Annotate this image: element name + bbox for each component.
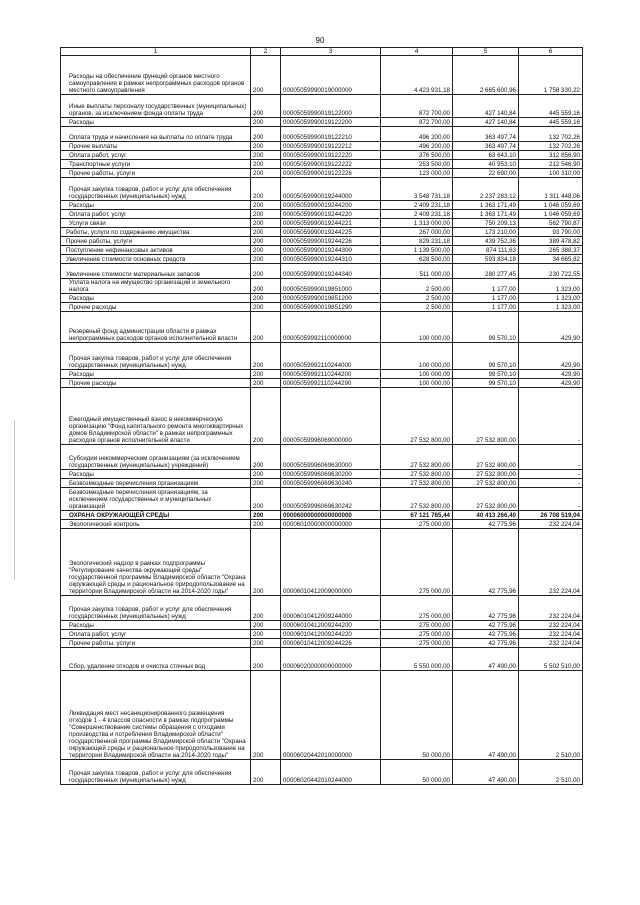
row-unexecuted-amount-cell: 562 790,87 — [519, 219, 583, 228]
row-code-cell: 200 — [251, 648, 281, 671]
table-header-row — [61, 48, 583, 56]
row-approved-amount-cell: 275 000,00 — [381, 630, 453, 639]
row-classification-code-cell: 00005059996069630200 — [281, 470, 381, 479]
table-row — [61, 596, 583, 621]
row-executed-amount-cell: 27 532 800,00 — [453, 445, 519, 470]
row-name-cell: Оплата работ, услуг — [61, 151, 251, 160]
row-code-cell: 200 — [251, 596, 281, 621]
row-code-cell: 200 — [251, 520, 281, 529]
row-classification-code-cell: 00005059990019244310 — [281, 255, 381, 264]
scan-edge-mark — [14, 420, 15, 580]
row-code-cell: 200 — [251, 388, 281, 445]
row-approved-amount-cell: 1 139 500,00 — [381, 246, 453, 255]
row-classification-code-cell: 00005059990019122210 — [281, 127, 381, 142]
row-executed-amount-cell: 1 363 171,49 — [453, 201, 519, 210]
table-row — [61, 379, 583, 388]
row-unexecuted-amount-cell: 232 224,04 — [519, 596, 583, 621]
row-executed-amount-cell: 439 752,36 — [453, 237, 519, 246]
row-unexecuted-amount-cell: 132 702,26 — [519, 142, 583, 151]
row-approved-amount-cell: 275 000,00 — [381, 621, 453, 630]
row-code-cell: 200 — [251, 639, 281, 648]
row-classification-code-cell: 00006010412009244220 — [281, 630, 381, 639]
row-approved-amount-cell: 1 313 000,00 — [381, 219, 453, 228]
row-classification-code-cell: 00005059990019244200 — [281, 201, 381, 210]
row-name-cell: Прочая закупка товаров, работ и услуг для обеспечения государственных (муниципальных) нужд — [61, 760, 251, 785]
row-name-cell: Услуги связи — [61, 219, 251, 228]
row-name-cell: Оплата работ, услуг — [61, 210, 251, 219]
table-row — [61, 479, 583, 488]
row-classification-code-cell: 00005059990019244225 — [281, 228, 381, 237]
row-unexecuted-amount-cell: 1 046 059,69 — [519, 201, 583, 210]
row-unexecuted-amount-cell: 445 559,16 — [519, 95, 583, 118]
row-executed-amount-cell: 874 111,63 — [453, 246, 519, 255]
row-executed-amount-cell: 27 532 800,00 — [453, 488, 519, 511]
row-unexecuted-amount-cell: - — [519, 388, 583, 445]
row-approved-amount-cell: 2 500,00 — [381, 303, 453, 312]
row-code-cell: 200 — [251, 279, 281, 294]
row-unexecuted-amount-cell: 429,90 — [519, 379, 583, 388]
row-approved-amount-cell: 628 500,00 — [381, 255, 453, 264]
row-unexecuted-amount-cell: - — [519, 479, 583, 488]
row-unexecuted-amount-cell: 232 224,04 — [519, 520, 583, 529]
row-executed-amount-cell: 42 775,96 — [453, 520, 519, 529]
row-code-cell: 200 — [251, 127, 281, 142]
row-code-cell: 200 — [251, 246, 281, 255]
row-unexecuted-amount-cell: 1 046 059,69 — [519, 210, 583, 219]
row-code-cell: 200 — [251, 56, 281, 95]
row-code-cell: 200 — [251, 621, 281, 630]
row-name-cell: Расходы — [61, 294, 251, 303]
row-unexecuted-amount-cell: 445 559,16 — [519, 118, 583, 127]
row-classification-code-cell: 00005059996069630000 — [281, 445, 381, 470]
row-approved-amount-cell: 4 423 931,18 — [381, 56, 453, 95]
row-executed-amount-cell: 363 497,74 — [453, 142, 519, 151]
row-code-cell: 200 — [251, 95, 281, 118]
row-classification-code-cell: 00005059990019244220 — [281, 210, 381, 219]
row-name-cell: Сбор, удаление отходов и очистка сточных вод — [61, 648, 251, 671]
row-approved-amount-cell: 27 532 800,00 — [381, 445, 453, 470]
row-unexecuted-amount-cell: 232 224,04 — [519, 639, 583, 648]
row-classification-code-cell: 00005059990019000000 — [281, 56, 381, 95]
row-code-cell: 200 — [251, 529, 281, 596]
row-unexecuted-amount-cell: 389 478,82 — [519, 237, 583, 246]
row-executed-amount-cell: 27 532 800,00 — [453, 388, 519, 445]
row-name-cell: Поступление нефинансовых активов — [61, 246, 251, 255]
row-name-cell: ОХРАНА ОКРУЖАЮЩЕЙ СРЕДЫ — [61, 511, 251, 520]
row-name-cell: Прочие расходы — [61, 303, 251, 312]
row-code-cell: 200 — [251, 479, 281, 488]
row-code-cell: 200 — [251, 219, 281, 228]
table-row — [61, 279, 583, 294]
table-row — [61, 630, 583, 639]
row-name-cell: Ликвидация мест несанкционированного размещения отходов 1 - 4 классов опасности в рамках подпрограммы "Совершенствование системы обращения с отходами производства и потребления Владимирской области" государственной программы Владимирской области "Охрана окружающей среды и рациональное природопользование на территории Владимирской области на 2014-2020 годы" — [61, 671, 251, 760]
row-unexecuted-amount-cell: 100 310,00 — [519, 169, 583, 178]
row-name-cell: Прочие выплаты — [61, 142, 251, 151]
row-name-cell: Увеличение стоимости материальных запасов — [61, 264, 251, 279]
row-name-cell: Прочие работы, услуги — [61, 169, 251, 178]
row-executed-amount-cell: 2 237 283,12 — [453, 178, 519, 201]
table-row — [61, 56, 583, 95]
row-executed-amount-cell: 363 497,74 — [453, 127, 519, 142]
row-classification-code-cell: 00005059992110244000 — [281, 343, 381, 370]
row-executed-amount-cell: 99 570,10 — [453, 370, 519, 379]
table-row — [61, 118, 583, 127]
row-code-cell: 200 — [251, 630, 281, 639]
row-code-cell: 200 — [251, 445, 281, 470]
row-name-cell: Транспортные услуги — [61, 160, 251, 169]
row-unexecuted-amount-cell: 34 665,82 — [519, 255, 583, 264]
row-executed-amount-cell: 47 490,00 — [453, 671, 519, 760]
row-classification-code-cell: 00006010412009244200 — [281, 621, 381, 630]
row-name-cell: Расходы — [61, 470, 251, 479]
row-classification-code-cell: 00005059992110000000 — [281, 312, 381, 343]
row-classification-code-cell: 00006010412009244000 — [281, 596, 381, 621]
row-code-cell: 200 — [251, 303, 281, 312]
row-approved-amount-cell: 5 550 000,00 — [381, 648, 453, 671]
row-approved-amount-cell: 275 000,00 — [381, 596, 453, 621]
table-row — [61, 264, 583, 279]
row-approved-amount-cell: 50 000,00 — [381, 760, 453, 785]
row-code-cell: 200 — [251, 294, 281, 303]
row-executed-amount-cell: 42 775,96 — [453, 596, 519, 621]
row-classification-code-cell: 00005059996069000000 — [281, 388, 381, 445]
table-row — [61, 312, 583, 343]
column-header: 5 — [453, 48, 519, 56]
row-code-cell: 200 — [251, 237, 281, 246]
row-approved-amount-cell: 872 700,00 — [381, 95, 453, 118]
row-classification-code-cell: 00005059990019244226 — [281, 237, 381, 246]
row-approved-amount-cell: 275 000,00 — [381, 639, 453, 648]
row-name-cell: Прочая закупка товаров, работ и услуг для обеспечения государственных (муниципальных) нужд — [61, 596, 251, 621]
table-row — [61, 639, 583, 648]
row-code-cell: 200 — [251, 142, 281, 151]
row-approved-amount-cell: 376 500,00 — [381, 151, 453, 160]
row-approved-amount-cell: 27 532 800,00 — [381, 470, 453, 479]
row-classification-code-cell: 00006010412009244226 — [281, 639, 381, 648]
row-executed-amount-cell: 63 643,10 — [453, 151, 519, 160]
row-executed-amount-cell: 40 953,10 — [453, 160, 519, 169]
row-code-cell: 200 — [251, 312, 281, 343]
row-name-cell: Расходы — [61, 201, 251, 210]
table-row — [61, 671, 583, 760]
row-unexecuted-amount-cell: 1 323,00 — [519, 279, 583, 294]
row-classification-code-cell: 00006000000000000000 — [281, 511, 381, 520]
row-classification-code-cell: 00005059990019244300 — [281, 246, 381, 255]
row-classification-code-cell: 00005059990019122000 — [281, 95, 381, 118]
row-unexecuted-amount-cell: 429,90 — [519, 370, 583, 379]
row-code-cell: 200 — [251, 151, 281, 160]
row-name-cell: Расходы — [61, 118, 251, 127]
row-executed-amount-cell: 47 490,00 — [453, 648, 519, 671]
budget-execution-table — [60, 47, 583, 785]
row-approved-amount-cell: 253 500,00 — [381, 160, 453, 169]
row-code-cell: 200 — [251, 255, 281, 264]
row-name-cell: Иные выплаты персоналу государственных (муниципальных) органов, за исключением фонда оплаты труда — [61, 95, 251, 118]
column-header: 3 — [281, 48, 381, 56]
row-approved-amount-cell: 496 200,00 — [381, 127, 453, 142]
row-classification-code-cell: 00005059996069630240 — [281, 479, 381, 488]
row-unexecuted-amount-cell: 212 546,90 — [519, 160, 583, 169]
row-unexecuted-amount-cell: 1 758 330,22 — [519, 56, 583, 95]
row-code-cell: 200 — [251, 760, 281, 785]
row-name-cell: Субсидии некоммерческим организациям (за исключением государственных (муниципальных) учреждений) — [61, 445, 251, 470]
row-unexecuted-amount-cell: 26 708 519,04 — [519, 511, 583, 520]
row-approved-amount-cell: 829 231,18 — [381, 237, 453, 246]
row-classification-code-cell: 00005059996069630242 — [281, 488, 381, 511]
row-executed-amount-cell: 99 570,10 — [453, 312, 519, 343]
column-header: 1 — [61, 48, 251, 56]
row-executed-amount-cell: 47 490,00 — [453, 760, 519, 785]
row-name-cell: Резервный фонд администрации области в рамках непрограммных расходов органов исполнительной власти — [61, 312, 251, 343]
row-classification-code-cell: 00006020442010244000 — [281, 760, 381, 785]
row-executed-amount-cell: 427 140,84 — [453, 118, 519, 127]
row-unexecuted-amount-cell: 2 510,00 — [519, 671, 583, 760]
row-name-cell: Безвозмездные перечисления организациям, за исключением государственных и муниципальных организаций — [61, 488, 251, 511]
row-executed-amount-cell: 42 775,96 — [453, 639, 519, 648]
row-approved-amount-cell: 123 000,00 — [381, 169, 453, 178]
row-approved-amount-cell: 50 000,00 — [381, 671, 453, 760]
row-unexecuted-amount-cell: - — [519, 470, 583, 479]
row-name-cell: Оплата труда и начисления на выплаты по оплате труда — [61, 127, 251, 142]
row-name-cell: Оплата работ, услуг — [61, 630, 251, 639]
row-approved-amount-cell: 100 000,00 — [381, 343, 453, 370]
row-name-cell: Расходы — [61, 370, 251, 379]
row-code-cell: 200 — [251, 169, 281, 178]
row-code-cell: 200 — [251, 118, 281, 127]
table-row — [61, 529, 583, 596]
row-code-cell: 200 — [251, 511, 281, 520]
row-approved-amount-cell: 2 500,00 — [381, 279, 453, 294]
row-unexecuted-amount-cell: - — [519, 488, 583, 511]
table-row — [61, 237, 583, 246]
row-classification-code-cell: 00005059990019244000 — [281, 178, 381, 201]
row-executed-amount-cell: 99 570,10 — [453, 379, 519, 388]
row-unexecuted-amount-cell: 1 323,00 — [519, 294, 583, 303]
column-header: 4 — [381, 48, 453, 56]
table-row — [61, 210, 583, 219]
table-row — [61, 343, 583, 370]
row-name-cell: Расходы — [61, 621, 251, 630]
row-approved-amount-cell: 2 500,00 — [381, 294, 453, 303]
row-classification-code-cell: 00005059990019122226 — [281, 169, 381, 178]
table-row — [61, 648, 583, 671]
row-executed-amount-cell: 1 177,00 — [453, 294, 519, 303]
row-name-cell: Прочие работы, услуги — [61, 237, 251, 246]
row-executed-amount-cell: 40 413 266,40 — [453, 511, 519, 520]
row-approved-amount-cell: 872 700,00 — [381, 118, 453, 127]
row-classification-code-cell: 00005059990019122220 — [281, 151, 381, 160]
row-executed-amount-cell: 42 775,96 — [453, 529, 519, 596]
row-classification-code-cell: 00006010000000000000 — [281, 520, 381, 529]
row-classification-code-cell: 00005059992110244290 — [281, 379, 381, 388]
row-name-cell: Увеличение стоимости основных средств — [61, 255, 251, 264]
row-name-cell: Прочие работы, услуги — [61, 639, 251, 648]
row-unexecuted-amount-cell: 93 790,00 — [519, 228, 583, 237]
row-approved-amount-cell: 275 000,00 — [381, 529, 453, 596]
row-code-cell: 200 — [251, 379, 281, 388]
row-unexecuted-amount-cell: 312 856,90 — [519, 151, 583, 160]
row-classification-code-cell: 00005059990019244340 — [281, 264, 381, 279]
row-name-cell: Прочая закупка товаров, работ и услуг для обеспечения государственных (муниципальных) нужд — [61, 178, 251, 201]
row-approved-amount-cell: 27 532 800,00 — [381, 388, 453, 445]
row-code-cell: 200 — [251, 160, 281, 169]
table-row — [61, 294, 583, 303]
row-classification-code-cell: 00005059992110244200 — [281, 370, 381, 379]
row-code-cell: 200 — [251, 210, 281, 219]
row-name-cell: Уплата налога на имущество организаций и земельного налога — [61, 279, 251, 294]
row-approved-amount-cell: 267 000,00 — [381, 228, 453, 237]
row-approved-amount-cell: 27 532 800,00 — [381, 488, 453, 511]
table-row — [61, 621, 583, 630]
row-classification-code-cell: 00006020000000000000 — [281, 648, 381, 671]
column-header: 6 — [519, 48, 583, 56]
table-row — [61, 142, 583, 151]
row-executed-amount-cell: 750 209,13 — [453, 219, 519, 228]
row-unexecuted-amount-cell: 5 502 510,00 — [519, 648, 583, 671]
row-executed-amount-cell: 280 277,45 — [453, 264, 519, 279]
row-unexecuted-amount-cell: 132 702,26 — [519, 127, 583, 142]
row-approved-amount-cell: 67 121 785,44 — [381, 511, 453, 520]
column-header: 2 — [251, 48, 281, 56]
row-classification-code-cell: 00005059990019122212 — [281, 142, 381, 151]
row-executed-amount-cell: 427 140,84 — [453, 95, 519, 118]
row-code-cell: 200 — [251, 264, 281, 279]
row-name-cell: Безвозмездные перечисления организациям — [61, 479, 251, 488]
row-approved-amount-cell: 27 532 800,00 — [381, 479, 453, 488]
table-row — [61, 370, 583, 379]
row-executed-amount-cell: 99 570,10 — [453, 343, 519, 370]
page-number: 90 — [315, 36, 325, 45]
row-approved-amount-cell: 2 409 231,18 — [381, 210, 453, 219]
row-unexecuted-amount-cell: 265 388,37 — [519, 246, 583, 255]
row-unexecuted-amount-cell: 232 224,04 — [519, 621, 583, 630]
table-row — [61, 388, 583, 445]
row-name-cell: Экологический надзор в рамках подпрограммы "Регулирование качества окружающей среды" государственной программы Владимирской области "Охрана окружающей среды и рациональное природопользование на территории Владимирской области на 2014-2020 годы" — [61, 529, 251, 596]
row-name-cell: Прочая закупка товаров, работ и услуг для обеспечения государственных (муниципальных) нужд — [61, 343, 251, 370]
row-name-cell: Ежегодный имущественный взнос в некоммерческую организацию "Фонд капитального ремонта многоквартирных домов Владимирской области" в рамках непрограммных расходов органов исполнительной власти — [61, 388, 251, 445]
row-code-cell: 200 — [251, 343, 281, 370]
row-executed-amount-cell: 1 177,00 — [453, 303, 519, 312]
table-row — [61, 445, 583, 470]
row-unexecuted-amount-cell: 429,90 — [519, 312, 583, 343]
row-classification-code-cell: 00005059990019851290 — [281, 303, 381, 312]
table-row — [61, 178, 583, 201]
table-row — [61, 520, 583, 529]
row-executed-amount-cell: 27 532 800,00 — [453, 470, 519, 479]
row-classification-code-cell: 00006010412009000000 — [281, 529, 381, 596]
row-unexecuted-amount-cell: 230 722,55 — [519, 264, 583, 279]
row-classification-code-cell: 00005059990019122222 — [281, 160, 381, 169]
row-approved-amount-cell: 275 000,00 — [381, 520, 453, 529]
table-row — [61, 303, 583, 312]
row-code-cell: 200 — [251, 178, 281, 201]
row-executed-amount-cell: 2 665 600,96 — [453, 56, 519, 95]
table-row — [61, 127, 583, 142]
row-code-cell: 200 — [251, 470, 281, 479]
table-row — [61, 488, 583, 511]
row-name-cell: Прочие расходы — [61, 379, 251, 388]
table-row — [61, 470, 583, 479]
row-executed-amount-cell: 1 177,00 — [453, 279, 519, 294]
row-unexecuted-amount-cell: - — [519, 445, 583, 470]
row-classification-code-cell: 00006020442010000000 — [281, 671, 381, 760]
row-unexecuted-amount-cell: 1 311 448,06 — [519, 178, 583, 201]
table-row — [61, 151, 583, 160]
row-name-cell: Работы, услуги по содержанию имущества — [61, 228, 251, 237]
table-row — [61, 160, 583, 169]
row-executed-amount-cell: 22 690,00 — [453, 169, 519, 178]
table-row — [61, 95, 583, 118]
table-row — [61, 169, 583, 178]
table-row — [61, 511, 583, 520]
table-row — [61, 219, 583, 228]
row-unexecuted-amount-cell: 429,90 — [519, 343, 583, 370]
row-unexecuted-amount-cell: 2 510,00 — [519, 760, 583, 785]
row-code-cell: 200 — [251, 201, 281, 210]
row-executed-amount-cell: 42 775,96 — [453, 621, 519, 630]
row-name-cell: Экологический контроль — [61, 520, 251, 529]
row-unexecuted-amount-cell: 232 224,04 — [519, 630, 583, 639]
row-approved-amount-cell: 511 000,00 — [381, 264, 453, 279]
row-executed-amount-cell: 1 363 171,49 — [453, 210, 519, 219]
row-classification-code-cell: 00005059990019122200 — [281, 118, 381, 127]
row-code-cell: 200 — [251, 370, 281, 379]
row-classification-code-cell: 00005059990019851200 — [281, 294, 381, 303]
row-approved-amount-cell: 3 548 731,18 — [381, 178, 453, 201]
row-executed-amount-cell: 42 775,96 — [453, 630, 519, 639]
row-executed-amount-cell: 27 532 800,00 — [453, 479, 519, 488]
row-code-cell: 200 — [251, 488, 281, 511]
table-row — [61, 201, 583, 210]
row-executed-amount-cell: 173 210,00 — [453, 228, 519, 237]
row-code-cell: 200 — [251, 671, 281, 760]
row-name-cell: Расходы на обеспечение функций органов местного самоуправления в рамках непрограммных расходов органов местного самоуправления — [61, 56, 251, 95]
table-row — [61, 228, 583, 237]
row-approved-amount-cell: 100 000,00 — [381, 312, 453, 343]
row-approved-amount-cell: 100 000,00 — [381, 370, 453, 379]
row-classification-code-cell: 00005059990019244221 — [281, 219, 381, 228]
table-row — [61, 760, 583, 785]
row-unexecuted-amount-cell: 1 323,00 — [519, 303, 583, 312]
table-row — [61, 246, 583, 255]
row-approved-amount-cell: 496 200,00 — [381, 142, 453, 151]
row-executed-amount-cell: 593 834,18 — [453, 255, 519, 264]
row-approved-amount-cell: 2 409 231,18 — [381, 201, 453, 210]
row-unexecuted-amount-cell: 232 224,04 — [519, 529, 583, 596]
row-approved-amount-cell: 100 000,00 — [381, 379, 453, 388]
row-classification-code-cell: 00005059990019851000 — [281, 279, 381, 294]
row-code-cell: 200 — [251, 228, 281, 237]
table-row — [61, 255, 583, 264]
